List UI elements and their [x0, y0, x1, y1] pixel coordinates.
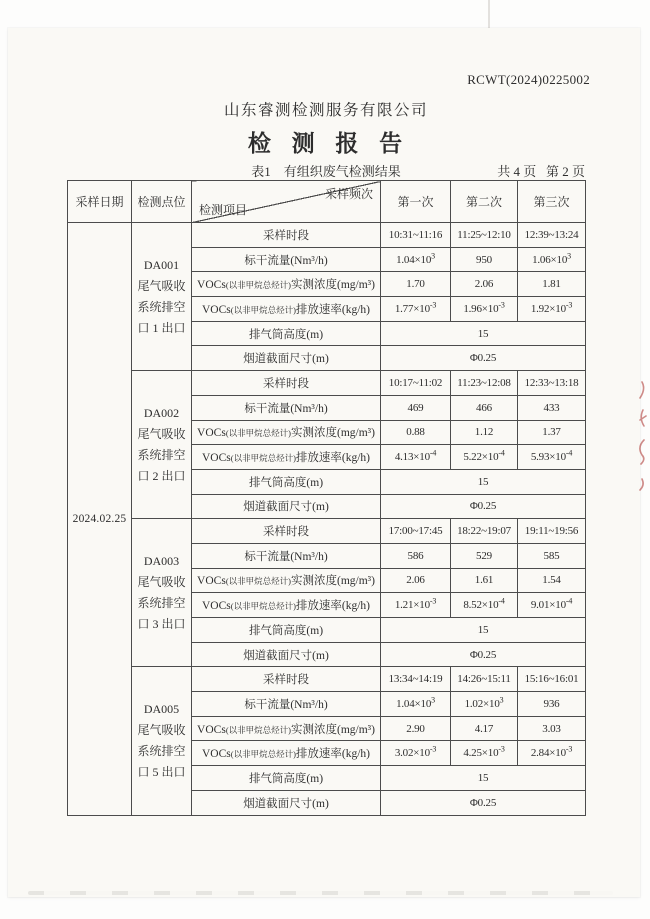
page-info: 共 4 页 第 2 页 [497, 164, 585, 179]
results-table [67, 180, 586, 816]
monitoring-point-line: DA001 [143, 257, 180, 272]
red-ink-marks [631, 376, 649, 516]
value-flow-run-2: $1.02\times 10^3$ [451, 692, 518, 717]
col-header-run-1: 第一次 [381, 181, 451, 223]
value-voc-emission-rate-run-3: $1.92\times 10^{-3}$ [518, 297, 586, 322]
row-label-part: 排放速率(kg/h) [295, 303, 371, 316]
paper [8, 28, 640, 897]
value-duct-size: Φ0.25 [381, 346, 586, 371]
row-label-part: VOCs [197, 575, 226, 588]
table-row [68, 667, 586, 692]
row-label-part: (以非甲烷总烃计) [225, 280, 291, 291]
value-voc-emission-rate-run-2: $1.96\times 10^{-3}$ [451, 297, 518, 322]
paper-bottom-edge-shadow [28, 891, 613, 895]
value-flow-run-1: 469 [381, 395, 451, 420]
row-label-part: 实测浓度(mg/m³) [290, 575, 375, 588]
value-voc-concentration-run-2: 2.06 [451, 272, 518, 297]
row-label-part: (以非甲烷总烃计) [230, 749, 296, 760]
value-flow-run-1: 586 [381, 543, 451, 568]
value-voc-concentration-run-2: 1.12 [451, 420, 518, 445]
row-label-sampling-time: 采样时段 [192, 667, 381, 692]
monitoring-point-line: 尾气吸收 [137, 574, 186, 589]
value-sampling-time-run-2: 18:22~19:07 [451, 519, 518, 544]
table-row [68, 519, 586, 544]
value-flow-run-3: 433 [518, 395, 586, 420]
value-voc-emission-rate-run-2: $4.25\times 10^{-3}$ [451, 741, 518, 766]
row-label-duct-size: 烟道截面尺寸(m) [192, 790, 381, 815]
monitoring-point-line: 系统排空 [137, 299, 186, 314]
value-duct-size: Φ0.25 [381, 494, 586, 519]
monitoring-point-line: 尾气吸收 [137, 722, 186, 737]
row-label-part: 实测浓度(mg/m³) [290, 279, 375, 292]
row-label-flow: 标干流量(Nm³/h) [192, 543, 381, 568]
value-flow-run-2: 950 [451, 247, 518, 272]
value-sampling-time-run-1: 10:17~11:02 [381, 371, 451, 396]
row-label-voc-emission-rate [192, 741, 381, 766]
monitoring-point-cell [132, 519, 192, 667]
value-sampling-time-run-1: 10:31~11:16 [381, 223, 451, 248]
value-sampling-time-run-1: 13:34~14:19 [381, 667, 451, 692]
row-label-stack-height: 排气筒高度(m) [192, 321, 381, 346]
row-label-stack-height: 排气筒高度(m) [192, 618, 381, 643]
row-label-part: 实测浓度(mg/m³) [290, 427, 375, 440]
row-label-part: (以非甲烷总烃计) [225, 576, 291, 587]
col-header-run-2: 第二次 [451, 181, 518, 223]
monitoring-point-line: 口 2 出口 [137, 468, 186, 483]
row-label-duct-size: 烟道截面尺寸(m) [192, 642, 381, 667]
row-label-voc-concentration [192, 568, 381, 593]
value-flow-run-3: 585 [518, 543, 586, 568]
value-voc-emission-rate-run-1: $4.13\times 10^{-4}$ [381, 445, 451, 470]
value-voc-concentration-run-3: 1.81 [518, 272, 586, 297]
page-content [67, 28, 590, 897]
sample-date-cell: 2024.02.25 [68, 223, 132, 816]
value-voc-concentration-run-1: 1.70 [381, 272, 451, 297]
row-label-part: (以非甲烷总烃计) [225, 428, 291, 439]
diagonal-label-item: 检测项目 [199, 203, 248, 217]
value-flow-run-1: $1.04\times 10^3$ [381, 247, 451, 272]
table-row [68, 223, 586, 248]
row-label-sampling-time: 采样时段 [192, 519, 381, 544]
value-voc-emission-rate-run-3: $5.93\times 10^{-4}$ [518, 445, 586, 470]
value-voc-emission-rate-run-1: $3.02\times 10^{-3}$ [381, 741, 451, 766]
row-label-flow: 标干流量(Nm³/h) [192, 395, 381, 420]
monitoring-point-line: 尾气吸收 [137, 278, 186, 293]
scanner-artifact-line [488, 0, 490, 29]
row-label-duct-size: 烟道截面尺寸(m) [192, 494, 381, 519]
value-voc-emission-rate-run-2: $8.52\times 10^{-4}$ [451, 593, 518, 618]
company-name: 山东睿测检测服务有限公司 [223, 102, 428, 119]
value-flow-run-2: 529 [451, 543, 518, 568]
value-voc-concentration-run-1: 2.90 [381, 716, 451, 741]
row-label-flow: 标干流量(Nm³/h) [192, 247, 381, 272]
monitoring-point-line: 口 5 出口 [137, 764, 186, 779]
value-voc-concentration-run-2: 4.17 [451, 716, 518, 741]
value-flow-run-3: 936 [518, 692, 586, 717]
value-duct-size: Φ0.25 [381, 790, 586, 815]
row-label-part: 排放速率(kg/h) [295, 452, 371, 465]
value-sampling-time-run-2: 14:26~15:11 [451, 667, 518, 692]
row-label-stack-height: 排气筒高度(m) [192, 469, 381, 494]
value-sampling-time-run-2: 11:23~12:08 [451, 371, 518, 396]
report-title: 检 测 报 告 [247, 131, 405, 156]
monitoring-point-cell [132, 371, 192, 519]
value-flow-run-3: $1.06\times 10^3$ [518, 247, 586, 272]
row-label-part: (以非甲烷总烃计) [225, 724, 291, 735]
row-label-part: 排放速率(kg/h) [295, 748, 371, 761]
row-label-part: VOCs [201, 452, 231, 465]
monitoring-point-line: 系统排空 [137, 595, 186, 610]
row-label-part: 实测浓度(mg/m³) [290, 723, 375, 736]
row-label-part: VOCs [197, 723, 226, 736]
col-header-monitoring-point: 检测点位 [132, 181, 192, 223]
value-voc-emission-rate-run-1: $1.77\times 10^{-3}$ [381, 297, 451, 322]
col-header-diagonal [192, 181, 381, 223]
table-row [68, 371, 586, 396]
monitoring-point-line: 系统排空 [137, 447, 186, 462]
row-label-voc-concentration [192, 420, 381, 445]
value-sampling-time-run-1: 17:00~17:45 [381, 519, 451, 544]
row-label-stack-height: 排气筒高度(m) [192, 766, 381, 791]
row-label-sampling-time: 采样时段 [192, 223, 381, 248]
row-label-voc-emission-rate [192, 593, 381, 618]
value-sampling-time-run-3: 12:39~13:24 [518, 223, 586, 248]
value-voc-concentration-run-2: 1.61 [451, 568, 518, 593]
row-label-part: VOCs [201, 600, 231, 613]
row-label-duct-size: 烟道截面尺寸(m) [192, 346, 381, 371]
row-label-voc-concentration [192, 272, 381, 297]
value-sampling-time-run-3: 19:11~19:56 [518, 519, 586, 544]
row-label-part: (以非甲烷总烃计) [230, 304, 296, 315]
monitoring-point-line: DA003 [143, 553, 180, 568]
table-caption-row [67, 161, 585, 180]
row-label-part: VOCs [201, 748, 231, 761]
value-sampling-time-run-3: 12:33~13:18 [518, 371, 586, 396]
value-sampling-time-run-3: 15:16~16:01 [518, 667, 586, 692]
value-stack-height: 15 [381, 766, 586, 791]
value-stack-height: 15 [381, 618, 586, 643]
row-label-voc-emission-rate [192, 297, 381, 322]
value-voc-concentration-run-1: 0.88 [381, 420, 451, 445]
monitoring-point-line: 尾气吸收 [137, 426, 186, 441]
report-number: RCWT(2024)0225002 [467, 72, 590, 87]
value-flow-run-1: $1.04\times 10^3$ [381, 692, 451, 717]
value-sampling-time-run-2: 11:25~12:10 [451, 223, 518, 248]
diagonal-label-frequency: 采样频次 [324, 187, 373, 201]
row-label-part: VOCs [201, 303, 231, 316]
value-duct-size: Φ0.25 [381, 642, 586, 667]
row-label-part: (以非甲烷总烃计) [230, 453, 296, 464]
row-label-voc-emission-rate [192, 445, 381, 470]
monitoring-point-line: DA002 [143, 405, 180, 420]
col-header-run-3: 第三次 [518, 181, 586, 223]
value-voc-concentration-run-3: 1.54 [518, 568, 586, 593]
value-voc-concentration-run-3: 1.37 [518, 420, 586, 445]
value-voc-emission-rate-run-3: $2.84\times 10^{-3}$ [518, 741, 586, 766]
value-flow-run-2: 466 [451, 395, 518, 420]
monitoring-point-cell [132, 667, 192, 815]
monitoring-point-line: 口 1 出口 [137, 320, 186, 335]
monitoring-point-line: 口 3 出口 [137, 616, 186, 631]
value-voc-concentration-run-1: 2.06 [381, 568, 451, 593]
row-label-part: VOCs [197, 279, 226, 292]
header-row [68, 181, 586, 223]
value-voc-concentration-run-3: 3.03 [518, 716, 586, 741]
row-label-part: (以非甲烷总烃计) [230, 601, 296, 612]
monitoring-point-line: DA005 [143, 701, 180, 716]
monitoring-point-cell [132, 223, 192, 371]
col-header-sample-date: 采样日期 [68, 181, 132, 223]
value-stack-height: 15 [381, 321, 586, 346]
row-label-flow: 标干流量(Nm³/h) [192, 692, 381, 717]
row-label-sampling-time: 采样时段 [192, 371, 381, 396]
row-label-part: VOCs [197, 427, 226, 440]
value-voc-emission-rate-run-3: $9.01\times 10^{-4}$ [518, 593, 586, 618]
row-label-part: 排放速率(kg/h) [295, 600, 371, 613]
value-voc-emission-rate-run-2: $5.22\times 10^{-4}$ [451, 445, 518, 470]
value-voc-emission-rate-run-1: $1.21\times 10^{-3}$ [381, 593, 451, 618]
table-caption: 表1 有组织废气检测结果 [251, 164, 401, 179]
monitoring-point-line: 系统排空 [137, 743, 186, 758]
row-label-voc-concentration [192, 716, 381, 741]
value-stack-height: 15 [381, 469, 586, 494]
